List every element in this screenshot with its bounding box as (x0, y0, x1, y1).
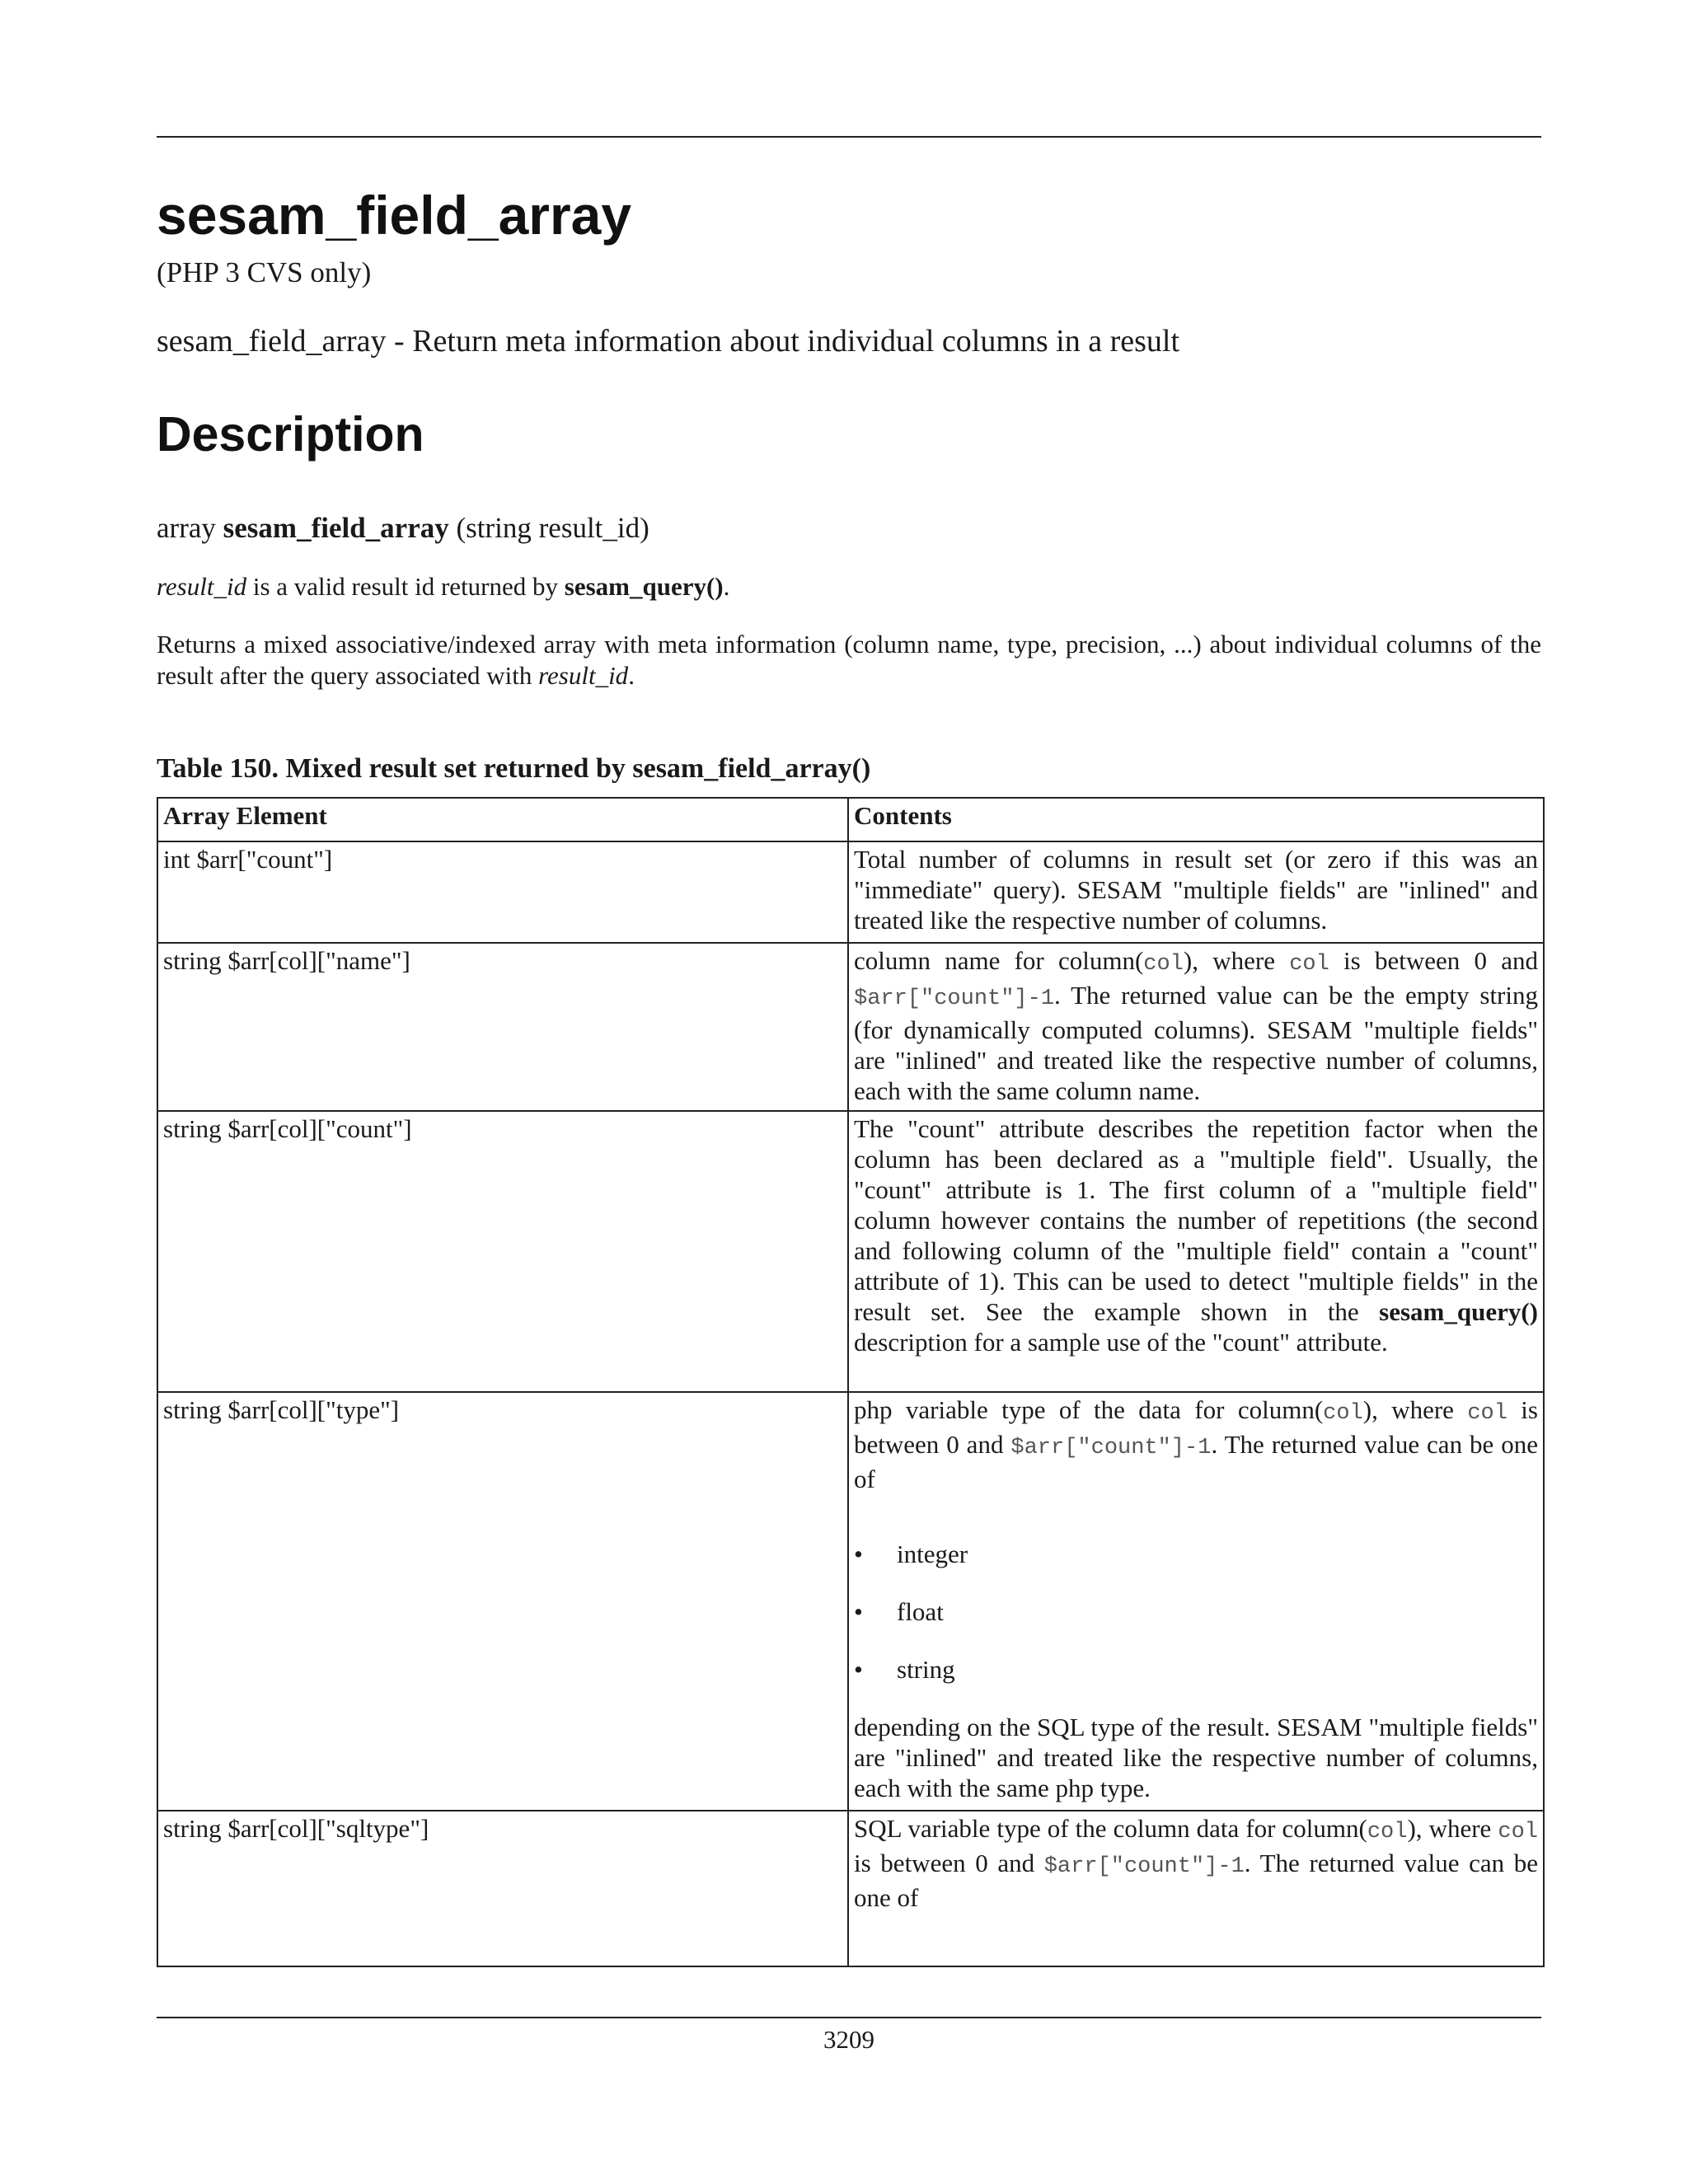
column-header-contents: Contents (848, 798, 1544, 841)
param-name: result_id (157, 572, 247, 601)
param-end: . (723, 572, 730, 601)
array-element-cell: string $arr[col]["name"] (157, 943, 848, 1111)
column-header-element: Array Element (157, 798, 848, 841)
array-element-cell: string $arr[col]["sqltype"] (157, 1811, 848, 1966)
array-element-cell: string $arr[col]["type"] (157, 1392, 848, 1811)
cell-text: . The returned value can be one of (854, 1849, 1538, 1912)
param-text: is a valid result id returned by (246, 572, 565, 601)
cell-text: ), where (1362, 1395, 1468, 1424)
bottom-rule (157, 2017, 1541, 2018)
cell-text: SQL variable type of the column data for column( (854, 1814, 1367, 1843)
table-row (157, 841, 1544, 943)
code-count-expression: $arr["count"]-1 (854, 987, 1055, 1011)
cell-paragraph (854, 1394, 1538, 1494)
cell-text: is between 0 and (854, 1395, 1538, 1459)
cell-text: column name for column( (854, 946, 1144, 975)
cell-text: php variable type of the data for column( (854, 1395, 1324, 1424)
array-element-cell: int $arr["count"] (157, 841, 848, 943)
function-reference: sesam_query() (564, 572, 724, 601)
return-end: . (628, 661, 635, 690)
code-col: col (1367, 1820, 1408, 1844)
result-meta-table (157, 797, 1545, 1967)
contents-cell (848, 1811, 1544, 1966)
code-col: col (1323, 1401, 1363, 1426)
cell-text: description for a sample use of the "count" attribute. (854, 1328, 1388, 1357)
function-name: sesam_field_array (223, 512, 449, 544)
type-list (854, 1539, 1538, 1685)
function-reference: sesam_query() (1379, 1297, 1538, 1326)
cell-text: . The returned value can be the empty string (for dynamically computed columns). SESAM "multiple fields" are "inlined" and treated like the respective number of columns, each with the same column name. (854, 981, 1538, 1105)
cell-text: The "count" attribute describes the repetition factor when the column has been declared as a "multiple field". Usually, the "count" attribute is 1. The first column of a "multiple field" column however contains the number of repetitions (the second and following column of the "multiple field" contain a "count" attribute of 1). This can be used to detect "multiple fields" in the result set. See the example shown in the (854, 1114, 1538, 1326)
code-col: col (1289, 952, 1329, 977)
version-note: (PHP 3 CVS only) (157, 256, 372, 288)
function-params: (string result_id) (456, 512, 649, 544)
code-count-expression: $arr["count"]-1 (1043, 1854, 1245, 1879)
description-heading: Description (157, 407, 424, 462)
cell-text: is between 0 and (854, 1849, 1044, 1877)
list-item: • integer (854, 1539, 1538, 1569)
page-title: sesam_field_array (157, 185, 632, 246)
return-type: array (157, 512, 216, 544)
code-col: col (1498, 1820, 1538, 1844)
page-number: 3209 (823, 2025, 874, 2054)
top-rule (157, 136, 1541, 138)
list-item: • string (854, 1654, 1538, 1685)
table-row (157, 943, 1544, 1111)
contents-cell: Total number of columns in result set (or zero if this was an "immediate" query). SESAM "multiple fields" are "inlined" and treated like the respective number of columns. (848, 841, 1544, 943)
return-text: Returns a mixed associative/indexed array with meta information (column name, type, precision, ...) about individual columns of the result after the query associated with (157, 630, 1541, 690)
code-col: col (1467, 1401, 1507, 1426)
contents-cell (848, 1111, 1544, 1392)
cell-text: ), where (1183, 946, 1290, 975)
code-count-expression: $arr["count"]-1 (1010, 1436, 1212, 1460)
table-row (157, 1392, 1544, 1811)
table-caption: Table 150. Mixed result set returned by sesam_field_array() (157, 753, 871, 784)
function-synopsis (157, 511, 649, 546)
cell-paragraph: depending on the SQL type of the result. SESAM "multiple fields" are "inlined" and treated like the respective number of columns, each with the same php type. (854, 1713, 1538, 1802)
cell-text: . The returned value can be one of (854, 1430, 1538, 1493)
code-col: col (1143, 952, 1184, 977)
parameter-description (157, 571, 729, 602)
contents-cell (848, 1392, 1544, 1811)
table-row (157, 1811, 1544, 1966)
return-description (157, 629, 1541, 691)
table-row (157, 1111, 1544, 1392)
list-item: • float (854, 1596, 1538, 1627)
contents-cell (848, 943, 1544, 1111)
cell-text: ), where (1407, 1814, 1498, 1843)
cell-text: is between 0 and (1329, 946, 1538, 975)
array-element-cell: string $arr[col]["count"] (157, 1111, 848, 1392)
function-purpose: sesam_field_array - Return meta information about individual columns in a result (157, 324, 1180, 359)
return-param: result_id (538, 661, 629, 690)
table-header-row (157, 798, 1544, 841)
